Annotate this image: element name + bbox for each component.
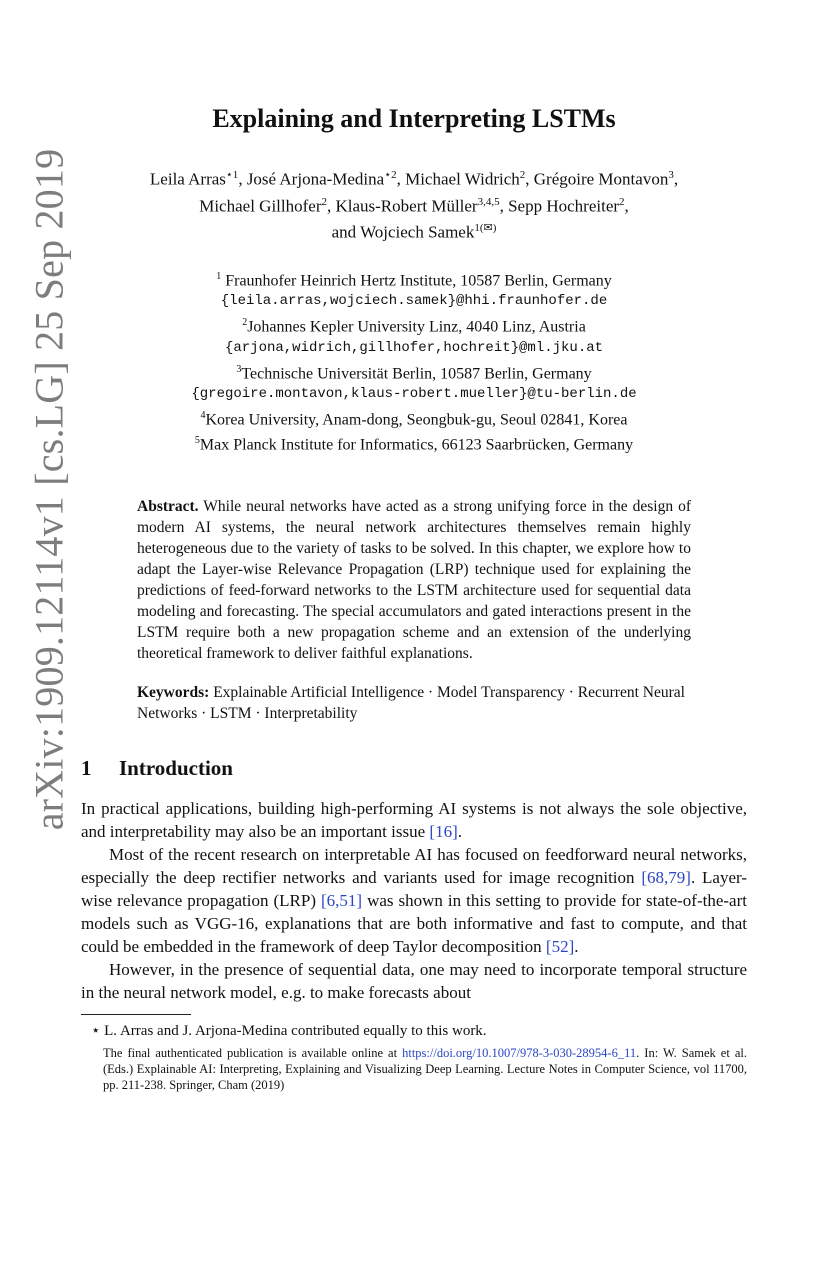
author-name: and Wojciech Samek	[331, 222, 475, 242]
abstract-label: Abstract.	[137, 497, 199, 515]
footnote-divider	[81, 1014, 191, 1015]
affiliation-email-2: {arjona,widrich,gillhofer,hochreit}@ml.jku.at	[224, 339, 604, 356]
citation-link[interactable]: [16]	[429, 821, 458, 841]
keywords-text: Explainable Artificial Intelligence · Model Transparency · Recurrent Neural Networks · LSTM · Interpretability	[137, 683, 685, 722]
footnote-text: L. Arras and J. Arjona-Medina contributed equally to this work.	[100, 1022, 487, 1039]
affiliation-email-1: {leila.arras,wojciech.samek}@hhi.fraunhofer.de	[220, 293, 608, 310]
author-list	[81, 164, 747, 244]
citation-link[interactable]: [52]	[545, 936, 575, 956]
affiliation-email-3: {gregoire.montavon,klaus-robert.mueller}@tu-berlin.de	[191, 385, 637, 402]
affiliation-5: $^5$Max Planck Institute for Informatics, 66123 Saarbrücken, Germany	[194, 435, 634, 454]
author-name: , Grégoire Montavon	[525, 169, 669, 189]
author-line-3	[81, 217, 747, 244]
paragraph-3: However, in the presence of sequential data, one may need to incorporate temporal structure in the neural network model, e.g. to make forecasts about	[81, 959, 747, 1002]
affiliation-1: $^1$ Fraunhofer Heinrich Hertz Institute, 10587 Berlin, Germany	[216, 270, 612, 290]
paragraph-2: Most of the recent research on interpretable AI has focused on feedforward neural networks, especially the deep rectifier networks and variants used for image recognition [68,79]. Layer-wise relevance propagation (LRP) [6,51] was shown in this setting to provide for state-of-the-art models such as VGG-16, explanations that are both informative and fast to compute, and that could be embedded in the framework of deep Taylor decomposition [52].	[81, 844, 747, 956]
author-sup: 2	[619, 195, 625, 208]
section-title: Introduction	[119, 755, 233, 780]
author-sup: 3,4,5	[477, 195, 500, 208]
affiliation-4: $^4$Korea University, Anam-dong, Seongbuk-gu, Seoul 02841, Korea	[200, 409, 628, 429]
keywords-label: Keywords:	[137, 683, 210, 701]
affiliations	[81, 266, 747, 456]
author-line-2	[81, 191, 747, 218]
paper-page	[81, 96, 747, 1093]
abstract-text: While neural networks have acted as a strong unifying force in the design of modern AI systems, the neural network architectures themselves remain highly heterogeneous due to the variety of tasks to be solved. In this chapter, we explore how to adapt the Layer-wise Relevance Propagation (LRP) technique used for explaining the predictions of feed-forward networks to the LSTM architecture used for sequential data modeling and forecasting. The special accumulators and gated interactions present in the LSTM require both a new propagation scheme and an extension of the underlying theoretical framework to deliver faithful explanations.	[137, 497, 691, 662]
affiliation-2: $^2$Johannes Kepler University Linz, 4040 Linz, Austria	[242, 317, 586, 336]
citation-link[interactable]: [68,79]	[641, 867, 691, 887]
author-name: , José Arjona-Medina	[238, 169, 385, 189]
paper-title: Explaining and Interpreting LSTMs	[212, 104, 616, 133]
author-name: , Michael Widrich	[396, 169, 520, 189]
arxiv-identifier: arXiv:1909.12114v1 [cs.LG] 25 Sep 2019	[26, 148, 72, 830]
author-name: , Klaus-Robert Müller	[326, 196, 478, 216]
doi-link[interactable]: https://doi.org/10.1007/978-3-030-28954-6_11	[402, 1045, 637, 1060]
author-sup: 2	[519, 169, 526, 181]
author-name: , Sepp Hochreiter	[499, 196, 620, 216]
arxiv-stamp	[26, 148, 72, 830]
footnote	[81, 1021, 747, 1041]
body-text	[81, 797, 747, 1004]
abstract	[137, 496, 691, 664]
citation-link[interactable]: [6,51]	[320, 890, 363, 910]
section-number: 1	[81, 755, 92, 780]
affiliation-3: $^3$Technische Universität Berlin, 10587 Berlin, Germany	[236, 363, 592, 382]
author-name: Michael Gillhofer	[199, 196, 322, 216]
keywords	[137, 682, 691, 724]
paragraph-1: In practical applications, building high-performing AI systems is not always the sole objective, and interpretability may also be an important issue [16].	[81, 798, 747, 841]
author-sup: 2	[321, 195, 327, 208]
author-sup: ⋆2	[384, 169, 397, 181]
author-separator: ,	[673, 169, 679, 189]
author-line-1	[81, 164, 747, 191]
footnote-mark: ⋆	[91, 1022, 101, 1039]
author-sup: 3	[668, 169, 674, 181]
section-heading	[81, 756, 747, 781]
author-separator: ,	[624, 196, 629, 216]
author-sup: 1(✉)	[474, 222, 497, 235]
author-sup: ⋆1	[225, 169, 239, 181]
publication-note: The final authenticated publication is available online at https://doi.org/10.1007/978-3-030-28954-6_11. In: W. Samek et al. (Eds.) Explainable AI: Interpreting, Explaining and Visualizing Deep Learning. Lecture Notes in Computer Science, vol 11700, pp. 211-238. Springer, Cham (2019)	[103, 1045, 747, 1092]
author-name: Leila Arras	[149, 169, 226, 189]
